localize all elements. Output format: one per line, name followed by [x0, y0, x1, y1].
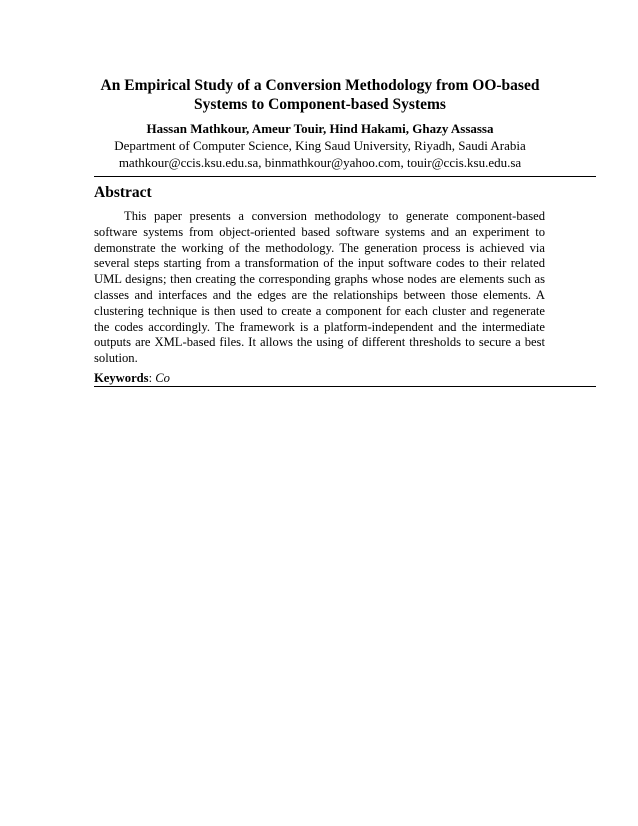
top-divider [94, 176, 596, 177]
abstract-body: This paper presents a conversion methodology to generate component-based software systems from object-oriented based software systems and an experiment to demonstrate the working of the methodology. The generation process is achieved via several steps starting from a transformation of the input software codes to their related UML designs; then creating the corresponding graphs whose nodes are elements such as classes and interfaces and the edges are the relationships between those elements. A clustering technique is then used to create a component for each cluster and regenerate the codes accordingly. The framework is a platform-independent and the intermediate outputs are XML-based files. It allows the using of different thresholds to secure a best solution. [94, 209, 545, 366]
title-line-2: Systems to Component-based Systems [194, 96, 446, 113]
keywords-label: Keywords [94, 371, 149, 385]
affiliation-line: Department of Computer Science, King Saud University, Riyadh, Saudi Arabia [114, 138, 526, 153]
keywords-line [94, 370, 170, 386]
abstract-heading: Abstract [94, 184, 152, 201]
affiliation-block [70, 137, 570, 171]
paper-title [96, 76, 544, 114]
email-line: mathkour@ccis.ksu.edu.sa, binmathkour@yahoo.com, touir@ccis.ksu.edu.sa [118, 155, 522, 170]
bottom-divider [94, 386, 596, 387]
keywords-value: Co [155, 371, 170, 385]
keywords-separator: : [148, 371, 156, 385]
title-line-1: An Empirical Study of a Conversion Methodology from OO-based [100, 77, 540, 94]
author-list: Hassan Mathkour, Ameur Touir, Hind Hakami, Ghazy Assassa [146, 121, 494, 136]
